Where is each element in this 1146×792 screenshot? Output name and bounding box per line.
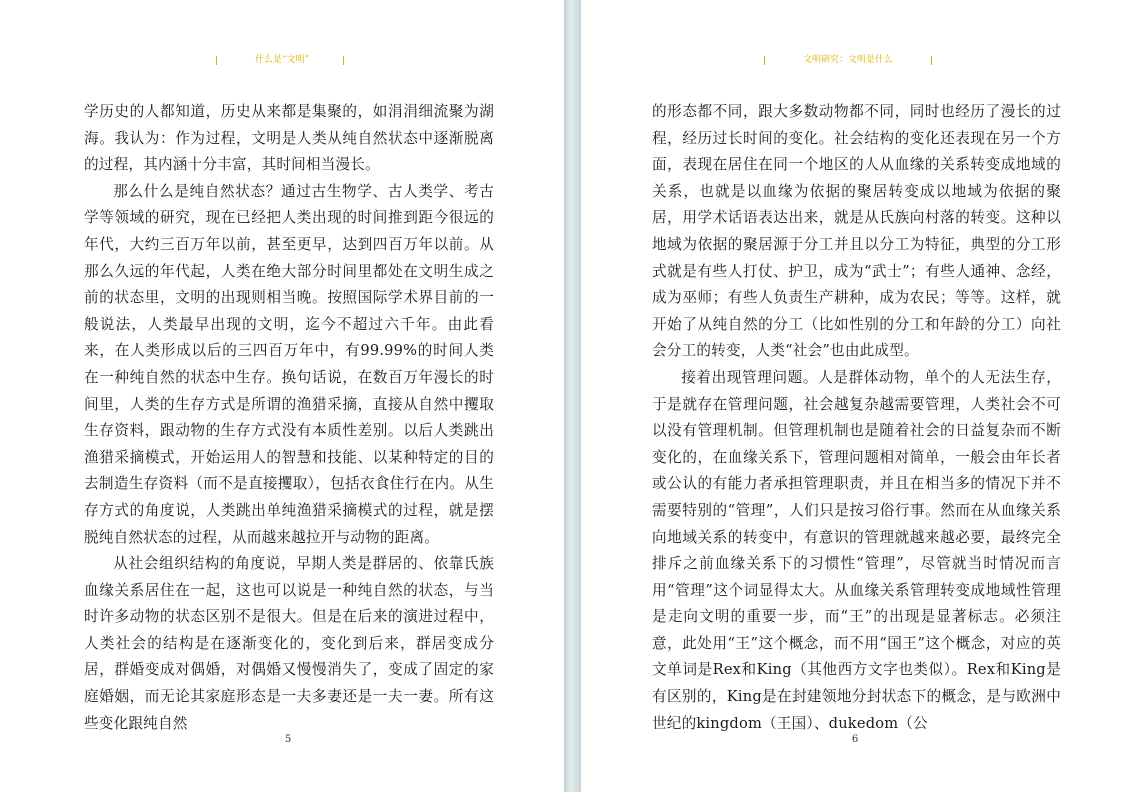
page-number: 6 (851, 734, 859, 745)
paragraph: 的形态都不同，跟大多数动物都不同，同时也经历了漫长的过程，经历过长时间的变化。社会结构的变化还表现在另一个方面，表现在居住在同一个地区的人从血缘的关系转变成地域的关系，也就是以血缘为依据的聚居转变成以地域为依据的聚居，用学术话语表达出来，就是从氏族向村落的转变。这种以地域为依据的聚居源于分工并且以分工为特征，典型的分工形式就是有些人打仗、护卫，成为“武士”；有些人通神、念经，成为巫师；有些人负责生产耕种，成为农民；等等。这样，就开始了从纯自然的分工（比如性别的分工和年龄的分工）向社会分工的转变，人类“社会”也由此成型。 (652, 103, 1061, 360)
body-text (652, 99, 1061, 737)
page-gutter (564, 0, 581, 792)
header-title: 文明研究：文明是什么 (803, 55, 894, 65)
running-header (216, 52, 366, 68)
header-title: 什么是“文明” (255, 55, 310, 65)
paragraph: 学历史的人都知道，历史从来都是集聚的，如涓涓细流聚为湖海。我认为：作为过程，文明是人类从纯自然状态中逐渐脱离的过程，其内涵十分丰富，其时间相当漫长。 (84, 103, 494, 174)
paragraph: 从社会组织结构的角度说，早期人类是群居的、依靠氏族血缘关系居住在一起，这也可以说是一种纯自然的状态，与当时许多动物的状态区别不是很大。但是在后来的演进过程中，人类社会的结构是在逐渐变化的，变化到后来，群居变成分居，群婚变成对偶婚，对偶婚又慢慢消失了，变成了固定的家庭婚姻，而无论其家庭形态是一夫多妻还是一夫一妻。所有这些变化跟纯自然 (84, 555, 494, 732)
paragraph: 接着出现管理问题。人是群体动物，单个的人无法生存，于是就存在管理问题，社会越复杂越需要管理，人类社会不可以没有管理机制。但管理机制也是随着社会的日益复杂而不断变化的，在血缘关系下，管理问题相对简单，一般会由年长者或公认的有能力者承担管理职责，并且在相当多的情况下并不需要特别的“管理”，人们只是按习俗行事。然而在从血缘关系向地域关系的转变中，有意识的管理就越来越必要，最终完全排斥之前血缘关系下的习惯性“管理”，尽管就当时情况而言用“管理”这个词显得太大。从血缘关系管理转变成地域性管理是走向文明的重要一步，而“王”的出现是显著标志。必须注意，此处用“王”这个概念，而不用“国王”这个概念，对应的英文单词是Rex和King（其他西方文字也类似）。Rex和King是有区别的，King是在封建领地分封状态下的概念，是与欧洲中世纪的kingdom（王国）、dukedom（公 (652, 368, 1061, 732)
right-page (581, 0, 1146, 792)
paragraph: 那么什么是纯自然状态？通过古生物学、古人类学、考古学等领域的研究，现在已经把人类出现的时间推到距今很远的年代，大约三百万年以前，甚至更早，达到四百万年以前。从那么久远的年代起，人类在绝大部分时间里都处在文明生成之前的状态里，文明的出现则相当晚。按照国际学术界目前的一般说法，人类最早出现的文明，迄今不超过六千年。由此看来，在人类形成以后的三四百万年中，有99.99%的时间人类在一种纯自然的状态中生存。换句话说，在数百万年漫长的时间里，人类的生存方式是所谓的渔猎采摘，直接从自然中攫取生存资料，跟动物的生存方式没有本质性差别。以后人类跳出渔猎采摘模式，开始运用人的智慧和技能、以某种特定的目的去制造生存资料（而不是直接攫取），包括衣食住行在内。从生存方式的角度说，人类跳出单纯渔猎采摘模式的过程，就是摆脱纯自然状态的过程，从而越来越拉开与动物的距离。 (84, 182, 494, 546)
page-number: 5 (284, 734, 292, 745)
header-rule (764, 56, 765, 65)
running-header (764, 52, 964, 68)
header-rule (216, 56, 217, 65)
header-rule (343, 56, 344, 65)
body-text (84, 99, 494, 737)
left-page (0, 0, 564, 792)
header-rule (931, 56, 932, 65)
